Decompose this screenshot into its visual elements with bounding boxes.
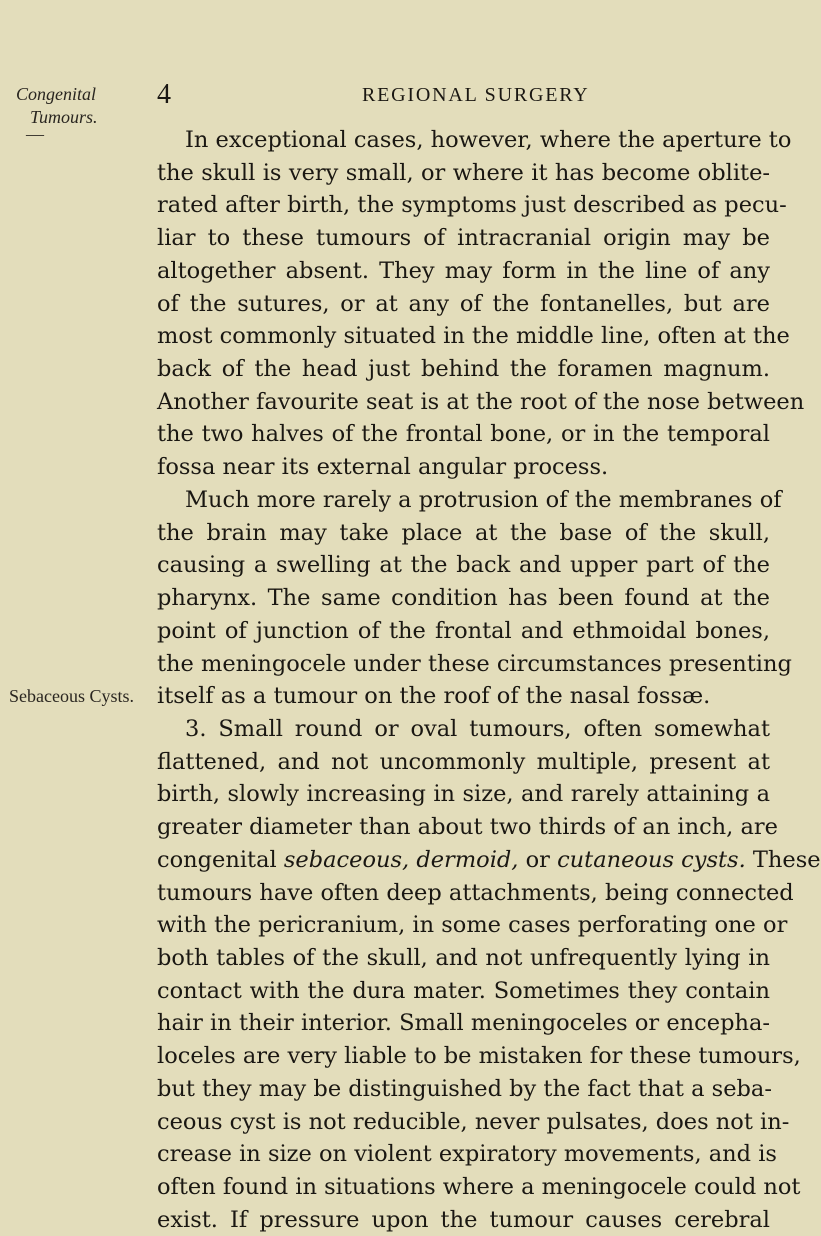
text-segment: the brain may take place at the base of the skull, xyxy=(157,519,770,546)
text-segment: point of junction of the frontal and ethmoidal bones, xyxy=(157,617,770,644)
text-line xyxy=(157,778,770,811)
text-line xyxy=(157,615,770,648)
text-line xyxy=(157,877,794,910)
text-segment-italic: cutaneous cysts. xyxy=(557,846,746,873)
text-segment: These xyxy=(745,846,821,873)
text-segment: Another favourite seat is at the root of the nose between xyxy=(157,388,805,415)
text-segment: often found in situations where a meningocele could not xyxy=(157,1174,801,1200)
text-segment: itself as a tumour on the roof of the nasal fossæ. xyxy=(157,683,711,710)
text-segment: the two halves of the frontal bone, or in the temporal xyxy=(157,421,770,448)
text-line xyxy=(157,157,770,190)
text-line xyxy=(157,909,788,942)
text-segment: In exceptional cases, however, where the aperture to xyxy=(185,127,792,153)
text-line xyxy=(157,386,805,419)
running-head: REGIONAL SURGERY xyxy=(362,84,590,106)
text-line xyxy=(157,418,770,451)
text-line xyxy=(157,255,770,288)
text-line xyxy=(157,680,770,713)
text-line xyxy=(157,484,782,517)
text-line xyxy=(157,320,790,353)
margin-note-congenital: Congenital xyxy=(16,84,96,104)
text-line xyxy=(157,811,778,844)
text-segment: hair in their interior. Small meningoceles or encepha- xyxy=(157,1010,770,1037)
margin-note-sebaceous-cysts: Sebaceous Cysts. xyxy=(9,686,134,706)
text-segment: or xyxy=(518,846,558,873)
text-segment: flattened, and not uncommonly multiple, present at xyxy=(157,748,770,775)
text-segment: fossa near its external angular process. xyxy=(157,454,609,481)
text-segment: birth, slowly increasing in size, and rarely attaining a xyxy=(157,781,770,808)
text-line xyxy=(157,844,821,877)
margin-note-tumours: Tumours. xyxy=(30,107,98,127)
text-segment: liar to these tumours of intracranial origin may be xyxy=(157,225,770,252)
text-line xyxy=(157,189,787,222)
text-segment: altogether absent. They may form in the line of any xyxy=(157,257,770,284)
text-line xyxy=(157,975,770,1008)
text-line xyxy=(157,746,770,779)
text-line xyxy=(157,582,770,615)
text-segment-italic: sebaceous, dermoid, xyxy=(283,846,519,873)
text-segment: the meningocele under these circumstances presenting xyxy=(157,650,792,677)
text-line xyxy=(157,517,770,550)
text-line xyxy=(157,1204,770,1236)
text-segment: Much more rarely a protrusion of the membranes of xyxy=(185,486,782,513)
text-line xyxy=(157,713,770,746)
text-segment: both tables of the skull, and not unfrequently lying in xyxy=(157,944,770,971)
text-line xyxy=(157,288,770,321)
text-segment: contact with the dura mater. Sometimes they contain xyxy=(157,977,770,1004)
text-line xyxy=(157,222,770,255)
page-number: 4 xyxy=(157,79,171,110)
text-segment: rated after birth, the symptoms just described as pecu- xyxy=(157,192,787,219)
text-segment: the skull is very small, or where it has become oblite- xyxy=(157,159,770,186)
margin-note-dash: — xyxy=(26,124,44,144)
text-line xyxy=(157,1106,790,1139)
text-line xyxy=(157,353,770,386)
text-line xyxy=(157,124,792,157)
text-segment: greater diameter than about two thirds of an inch, are xyxy=(157,814,778,841)
text-line xyxy=(157,1138,777,1171)
text-line xyxy=(157,1040,801,1073)
text-line xyxy=(157,942,770,975)
text-segment: but they may be distinguished by the fact that a seba- xyxy=(157,1075,772,1102)
text-line xyxy=(157,648,792,681)
text-segment: tumours have often deep attachments, being connected xyxy=(157,879,794,906)
text-line xyxy=(157,1007,770,1040)
text-segment: pharynx. The same condition has been found at the xyxy=(157,585,770,612)
text-segment: of the sutures, or at any of the fontanelles, but are xyxy=(157,290,770,317)
body-text xyxy=(157,124,821,1236)
text-segment: loceles are very liable to be mistaken for these tumours, xyxy=(157,1043,801,1070)
text-line xyxy=(157,451,770,484)
text-line xyxy=(157,1171,801,1204)
text-segment: ceous cyst is not reducible, never pulsates, does not in- xyxy=(157,1108,790,1135)
text-segment: causing a swelling at the back and upper part of the xyxy=(157,552,770,579)
text-segment: most commonly situated in the middle line, often at the xyxy=(157,323,790,350)
text-line xyxy=(157,549,770,582)
text-segment: exist. If pressure upon the tumour causes cerebral xyxy=(157,1206,770,1233)
text-segment: 3. Small round or oval tumours, often somewhat xyxy=(185,715,770,742)
text-segment: with the pericranium, in some cases perforating one or xyxy=(157,912,788,939)
text-segment: back of the head just behind the foramen magnum. xyxy=(157,356,770,383)
text-segment: crease in size on violent expiratory movements, and is xyxy=(157,1141,777,1168)
text-segment: congenital xyxy=(157,846,284,873)
text-line xyxy=(157,1073,770,1106)
